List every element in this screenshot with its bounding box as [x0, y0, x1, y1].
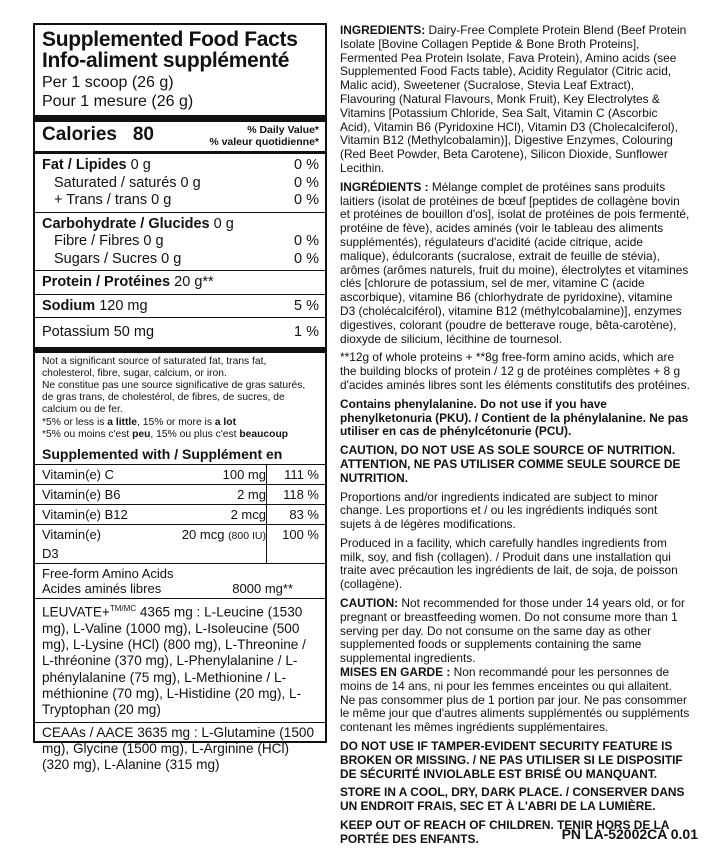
saturated-row: Saturated / saturés 0 g 0 % [54, 174, 319, 191]
protein-group [42, 271, 319, 294]
protein-row: Protein / Protéines 20 g** [42, 274, 214, 290]
nf-title-en: Supplemented Food Facts [42, 28, 298, 51]
potassium-row: Potassium 50 mg 1 % [42, 324, 319, 340]
keep-out-warning: KEEP OUT OF REACH OF CHILDREN. TENIR HORS DE LA PORTÉE DES ENFANTS. [340, 818, 669, 846]
ingredients-en: INGREDIENTS: Dairy-Free Complete Protein Blend (Beef Protein Isolate [Bovine Collagen Peptide & Bone Broth Proteins], Fermented Pea Protein Isolate, Fava Protein), Amino acids (see Supplemented Food Facts table), Acidity Regulator (Citric acid, Malic acid), Sweetener (Sucralose, Stevia Leaf Extract), Flavouring (Natural Flavours, Monk Fruit), Key Electrolytes & Vitamins [Potassium Chloride, Sea Salt, Vitamin C (Ascorbic Acid), Vitamin B6 (Pyridoxine HCl), Vitamin D3 (Cholecalciferol), Vitamin B12 (Methylcobalamin)], Digestive Enzymes, Colouring (Red Beet Powder, Beta Carotene), Silicon Dioxide, Sunflower Lecithin. [340, 23, 687, 175]
part-number: PN LA-52002CA 0.01 [561, 826, 698, 842]
sodium-row: Sodium 120 mg 5 % [42, 297, 319, 314]
fibre-row: Fibre / Fibres 0 g 0 % [54, 233, 319, 249]
sole-source-caution: CAUTION, DO NOT USE AS SOLE SOURCE OF NUTRITION. ATTENTION, NE PAS UTILISER COMME SEULE SOURCE DE NUTRITION. [340, 443, 681, 485]
table-row: Vitamin(e) B12 2 mcg 83 % [35, 504, 325, 524]
amino-acids-row: Free-form Amino Acids Acides aminés libres 8000 mg** [35, 563, 325, 598]
leuvate-block: LEUVATE+$^{TM/MC}$ 4365 mg : L-Leucine (1530 mg), L-Valine (1000 mg), L-Isoleucine (500 mg), L-Lysine (HCl) (800 mg), L-Threonine / L-thréonine (370 mg), L-Phenylalanine / L-phénylalanine (75 mg), L-Methionine / L-méthionine (70 mg), L-Histidine (20 mg), L-Tryptophan (20 mg) [35, 598, 325, 722]
facility-note: Produced in a facility, which carefully handles ingredients from milk, soy, and fish (collagen). / Produit dans une installation qui traite avec précaution les ingrédients de lait, de soja, de poisson (collagène). [340, 535, 678, 592]
nf-title-fr: Info-aliment supplémenté [42, 49, 290, 72]
proportions-note: Proportions and/or ingredients indicated are subject to minor change. Les proportions et / ou les ingrédients indiqués sont sujets à de légères modifications. [340, 489, 658, 532]
calories: Calories 80 [42, 124, 154, 145]
caution-fr: MISES EN GARDE : Non recommandé pour les personnes de moins de 14 ans, ni pour les femmes enceintes ou qui allaitent. Ne pas consommer plus de 1 portion par jour. Ne pas consommer le même jour que d'autres aliments supplémentés ou suppléments contenant les mêmes ingrédients supplémentaires. [340, 665, 690, 735]
trans-row: + Trans / trans 0 g 0 % [54, 192, 319, 208]
table-row: Vitamin(e) C 100 mg 111 % [35, 464, 325, 484]
serving-size-fr: Pour 1 mesure (26 g) [42, 93, 194, 110]
fat-group [42, 154, 319, 212]
tamper-warning: DO NOT USE IF TAMPER-EVIDENT SECURITY FEATURE IS BROKEN OR MISSING. / NE PAS UTILISER SI LE DISPOSITIF DE SÉCURITÉ INVIOLABLE EST BRISÉ OU MANQUANT. [340, 739, 683, 781]
table-row: Vitamin(e) D3 20 mcg (800 IU) 100 % [35, 524, 325, 563]
carb-row: Carbohydrate / Glucides 0 g [42, 215, 234, 232]
storage-note: STORE IN A COOL, DRY, DARK PLACE. / CONSERVER DANS UN ENDROIT FRAIS, SEC ET À L'ABRI DE LA LUMIÈRE. [340, 785, 685, 814]
ceaa-block: CEAAs / AACE 3635 mg : L-Glutamine (1500 mg), Glycine (1500 mg), L-Arginine (HCl) (320 mg), L-Alanine (315 mg) [35, 722, 325, 777]
protein-note: **12g of whole proteins + **8g free-form amino acids, which are the building blocks of protein / 12 g de protéines complètes + 8 g d'acides aminés libres sont les éléments constitutifs des protéines. [340, 350, 690, 392]
calories-row [42, 122, 319, 148]
table-row: Vitamin(e) B6 2 mg 118 % [35, 484, 325, 504]
daily-value-header: % Daily Value* % valeur quotidienne* [209, 124, 319, 148]
ingredients-column [340, 24, 690, 852]
ingredients-fr: INGRÉDIENTS : Mélange complet de protéines sans produits laitiers (isolat de protéines de bœuf [peptides de collagène bovin et protéines de bouillon d'os], isolat de protéines de pois fermenté, protéine de fève), acides aminés (voir le tableau des aliments supplémentés), régulateurs d'acidité (acide citrique, acide malique), édulcorants (sucralose, extrait de feuille de stévia), arômes (arômes naturels, fruit du moine), électrolytes et vitamines clés [chlorure de potassium, sel de mer, vitamine C (acide ascorbique), vitamine B6 (chlorhydrate de pyridoxine), vitamine D3 (cholécalciférol), vitamine B12 (méthylcobalamine)], enzymes digestives, colorant (poudre de betterave rouge, bêta-carotène), dioxyde de silicium, lécithine de tournesol. [340, 179, 690, 346]
sodium-group [42, 295, 319, 318]
footnote: Not a significant source of saturated fat, trans fat, cholesterol, fibre, sugar, calcium, or iron. Ne constitue pas une source significative de gras saturés, de gras trans, de cholestérol, de fibres, de sucres, de calcium ou de fer. *5% or less is a little, 15% or more is a lot *5% ou moins c'est peu, 15% ou plus c'est beaucoup [42, 355, 306, 440]
serving-size-en: Per 1 scoop (26 g) [42, 74, 174, 91]
potassium-group [42, 318, 319, 347]
supplemented-with-header: Supplemented with / Supplément en [42, 445, 283, 462]
sugars-row: Sugars / Sucres 0 g 0 % [54, 250, 319, 267]
fat-row: Fat / Lipides 0 g 0 % [42, 157, 319, 173]
caution-en: CAUTION: Not recommended for those under 14 years old, or for pregnant or breastfeeding women. Do not consume more than 1 serving per day. Do not consume on the same day as other supplemented foods or supplements containing the same supplemental ingredients. [340, 596, 685, 666]
nutrition-facts-panel [33, 23, 327, 773]
divider-thick [35, 115, 325, 122]
pku-warning: Contains phenylalanine. Do not use if you have phenylketonuria (PKU). / Contient de la phénylalanine. Ne pas utiliser en cas de phénylcétonurie (PCU). [340, 396, 689, 439]
vitamin-table [35, 464, 325, 563]
carb-group [42, 213, 319, 271]
